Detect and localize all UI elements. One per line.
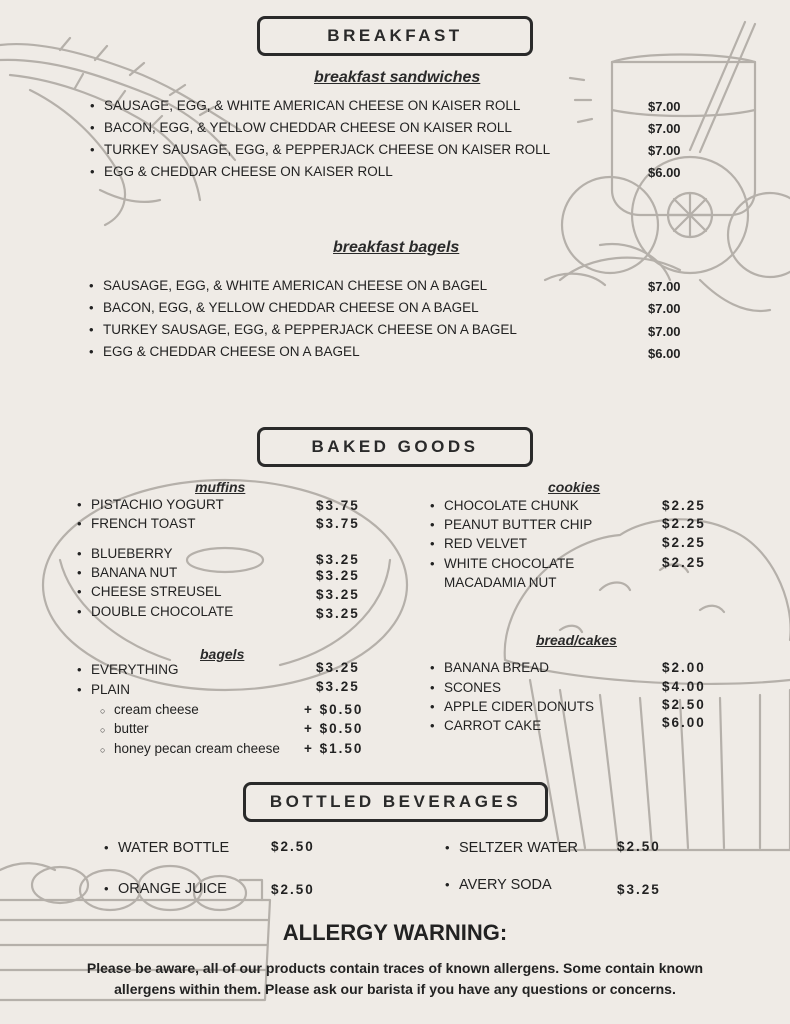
menu-price: $2.25 (662, 555, 706, 570)
menu-item: • EGG & CHEDDAR CHEESE ON KAISER ROLL (104, 164, 393, 180)
muffins-heading: muffins (195, 479, 246, 495)
allergy-warning-text: Please be aware, all of our products contain traces of known allergens. Some contain known allergens within them. Please ask our barista if you have any questions or concerns. (86, 960, 704, 997)
menu-price: $2.25 (662, 516, 706, 531)
addon-price: + $0.50 (304, 702, 364, 717)
menu-item: • BANANA NUT (91, 565, 177, 581)
menu-price: $3.25 (316, 606, 360, 621)
addon-item: ○ butter (114, 721, 149, 737)
beverage-item: • SELTZER WATER (459, 840, 578, 856)
beverage-item: • AVERY SODA (459, 877, 552, 893)
bread-cakes-heading: bread/cakes (536, 632, 617, 648)
menu-price: $3.75 (316, 498, 360, 513)
menu-item: • RED VELVET (444, 536, 527, 552)
menu-item-line2: MACADAMIA NUT (444, 575, 557, 590)
menu-price: $7.00 (648, 301, 681, 316)
menu-item: • BLUEBERRY (91, 546, 173, 562)
menu-price: $3.25 (316, 552, 360, 567)
beverage-price: $2.50 (271, 839, 315, 854)
menu-item: • SAUSAGE, EGG, & WHITE AMERICAN CHEESE ON KAISER ROLL (104, 98, 520, 114)
menu-item: • BANANA BREAD (444, 660, 549, 676)
menu-item: • CHOCOLATE CHUNK (444, 498, 579, 514)
menu-price: $3.25 (316, 679, 360, 694)
menu-price: $7.00 (648, 279, 681, 294)
menu-price: $2.00 (662, 660, 706, 675)
menu-price: $7.00 (648, 121, 681, 136)
menu-price: $3.25 (316, 587, 360, 602)
baked-goods-title-box: BAKED GOODS (257, 427, 533, 467)
breakfast-bagels-heading: breakfast bagels (333, 239, 460, 256)
menu-price: $6.00 (662, 715, 706, 730)
menu-price: $6.00 (648, 165, 681, 180)
beverage-price: $3.25 (617, 882, 661, 897)
menu-price: $4.00 (662, 679, 706, 694)
addon-item: ○ cream cheese (114, 702, 199, 718)
menu-item: • PLAIN (91, 682, 130, 698)
menu-item: • EVERYTHING (91, 662, 179, 678)
juice-glass-sketch-icon (570, 22, 755, 215)
menu-item: • APPLE CIDER DONUTS (444, 699, 594, 715)
menu-item: • BACON, EGG, & YELLOW CHEDDAR CHEESE ON KAISER ROLL (104, 120, 512, 136)
menu-item: • BACON, EGG, & YELLOW CHEDDAR CHEESE ON A BAGEL (103, 300, 479, 316)
menu-price: $7.00 (648, 143, 681, 158)
addon-price: + $1.50 (304, 741, 364, 756)
beverage-price: $2.50 (617, 839, 661, 854)
beverage-price: $2.50 (271, 882, 315, 897)
menu-item: • PEANUT BUTTER CHIP (444, 517, 592, 533)
menu-item: • FRENCH TOAST (91, 516, 196, 532)
menu-price: $7.00 (648, 324, 681, 339)
menu-price: $3.25 (316, 568, 360, 583)
allergy-warning-title: ALLERGY WARNING: (282, 920, 508, 945)
menu-price: $3.25 (316, 660, 360, 675)
menu-item: • EGG & CHEDDAR CHEESE ON A BAGEL (103, 344, 360, 360)
beverage-item: • ORANGE JUICE (118, 881, 227, 897)
menu-price: $3.75 (316, 516, 360, 531)
menu-item: • TURKEY SAUSAGE, EGG, & PEPPERJACK CHEESE ON A BAGEL (103, 322, 517, 338)
menu-item: • WHITE CHOCOLATE (444, 556, 574, 572)
menu-item: • DOUBLE CHOCOLATE (91, 604, 233, 620)
menu-price: $6.00 (648, 346, 681, 361)
menu-item: • CHEESE STREUSEL (91, 584, 222, 600)
bottled-beverages-title-box: BOTTLED BEVERAGES (243, 782, 548, 822)
bagels-heading: bagels (200, 646, 245, 662)
menu-price: $2.50 (662, 697, 706, 712)
addon-item: ○ honey pecan cream cheese (114, 741, 280, 757)
beverage-item: • WATER BOTTLE (118, 840, 229, 856)
menu-price: $2.25 (662, 535, 706, 550)
menu-item: • SAUSAGE, EGG, & WHITE AMERICAN CHEESE ON A BAGEL (103, 278, 487, 294)
menu-item: • CARROT CAKE (444, 718, 541, 734)
addon-price: + $0.50 (304, 721, 364, 736)
breakfast-sandwiches-heading: breakfast sandwiches (314, 69, 481, 86)
menu-item: • TURKEY SAUSAGE, EGG, & PEPPERJACK CHEESE ON KAISER ROLL (104, 142, 550, 158)
menu-item: • SCONES (444, 680, 501, 696)
menu-item: • PISTACHIO YOGURT (91, 497, 224, 513)
cookies-heading: cookies (548, 479, 601, 495)
menu-price: $7.00 (648, 99, 681, 114)
menu-price: $2.25 (662, 498, 706, 513)
breakfast-title-box: BREAKFAST (257, 16, 533, 56)
